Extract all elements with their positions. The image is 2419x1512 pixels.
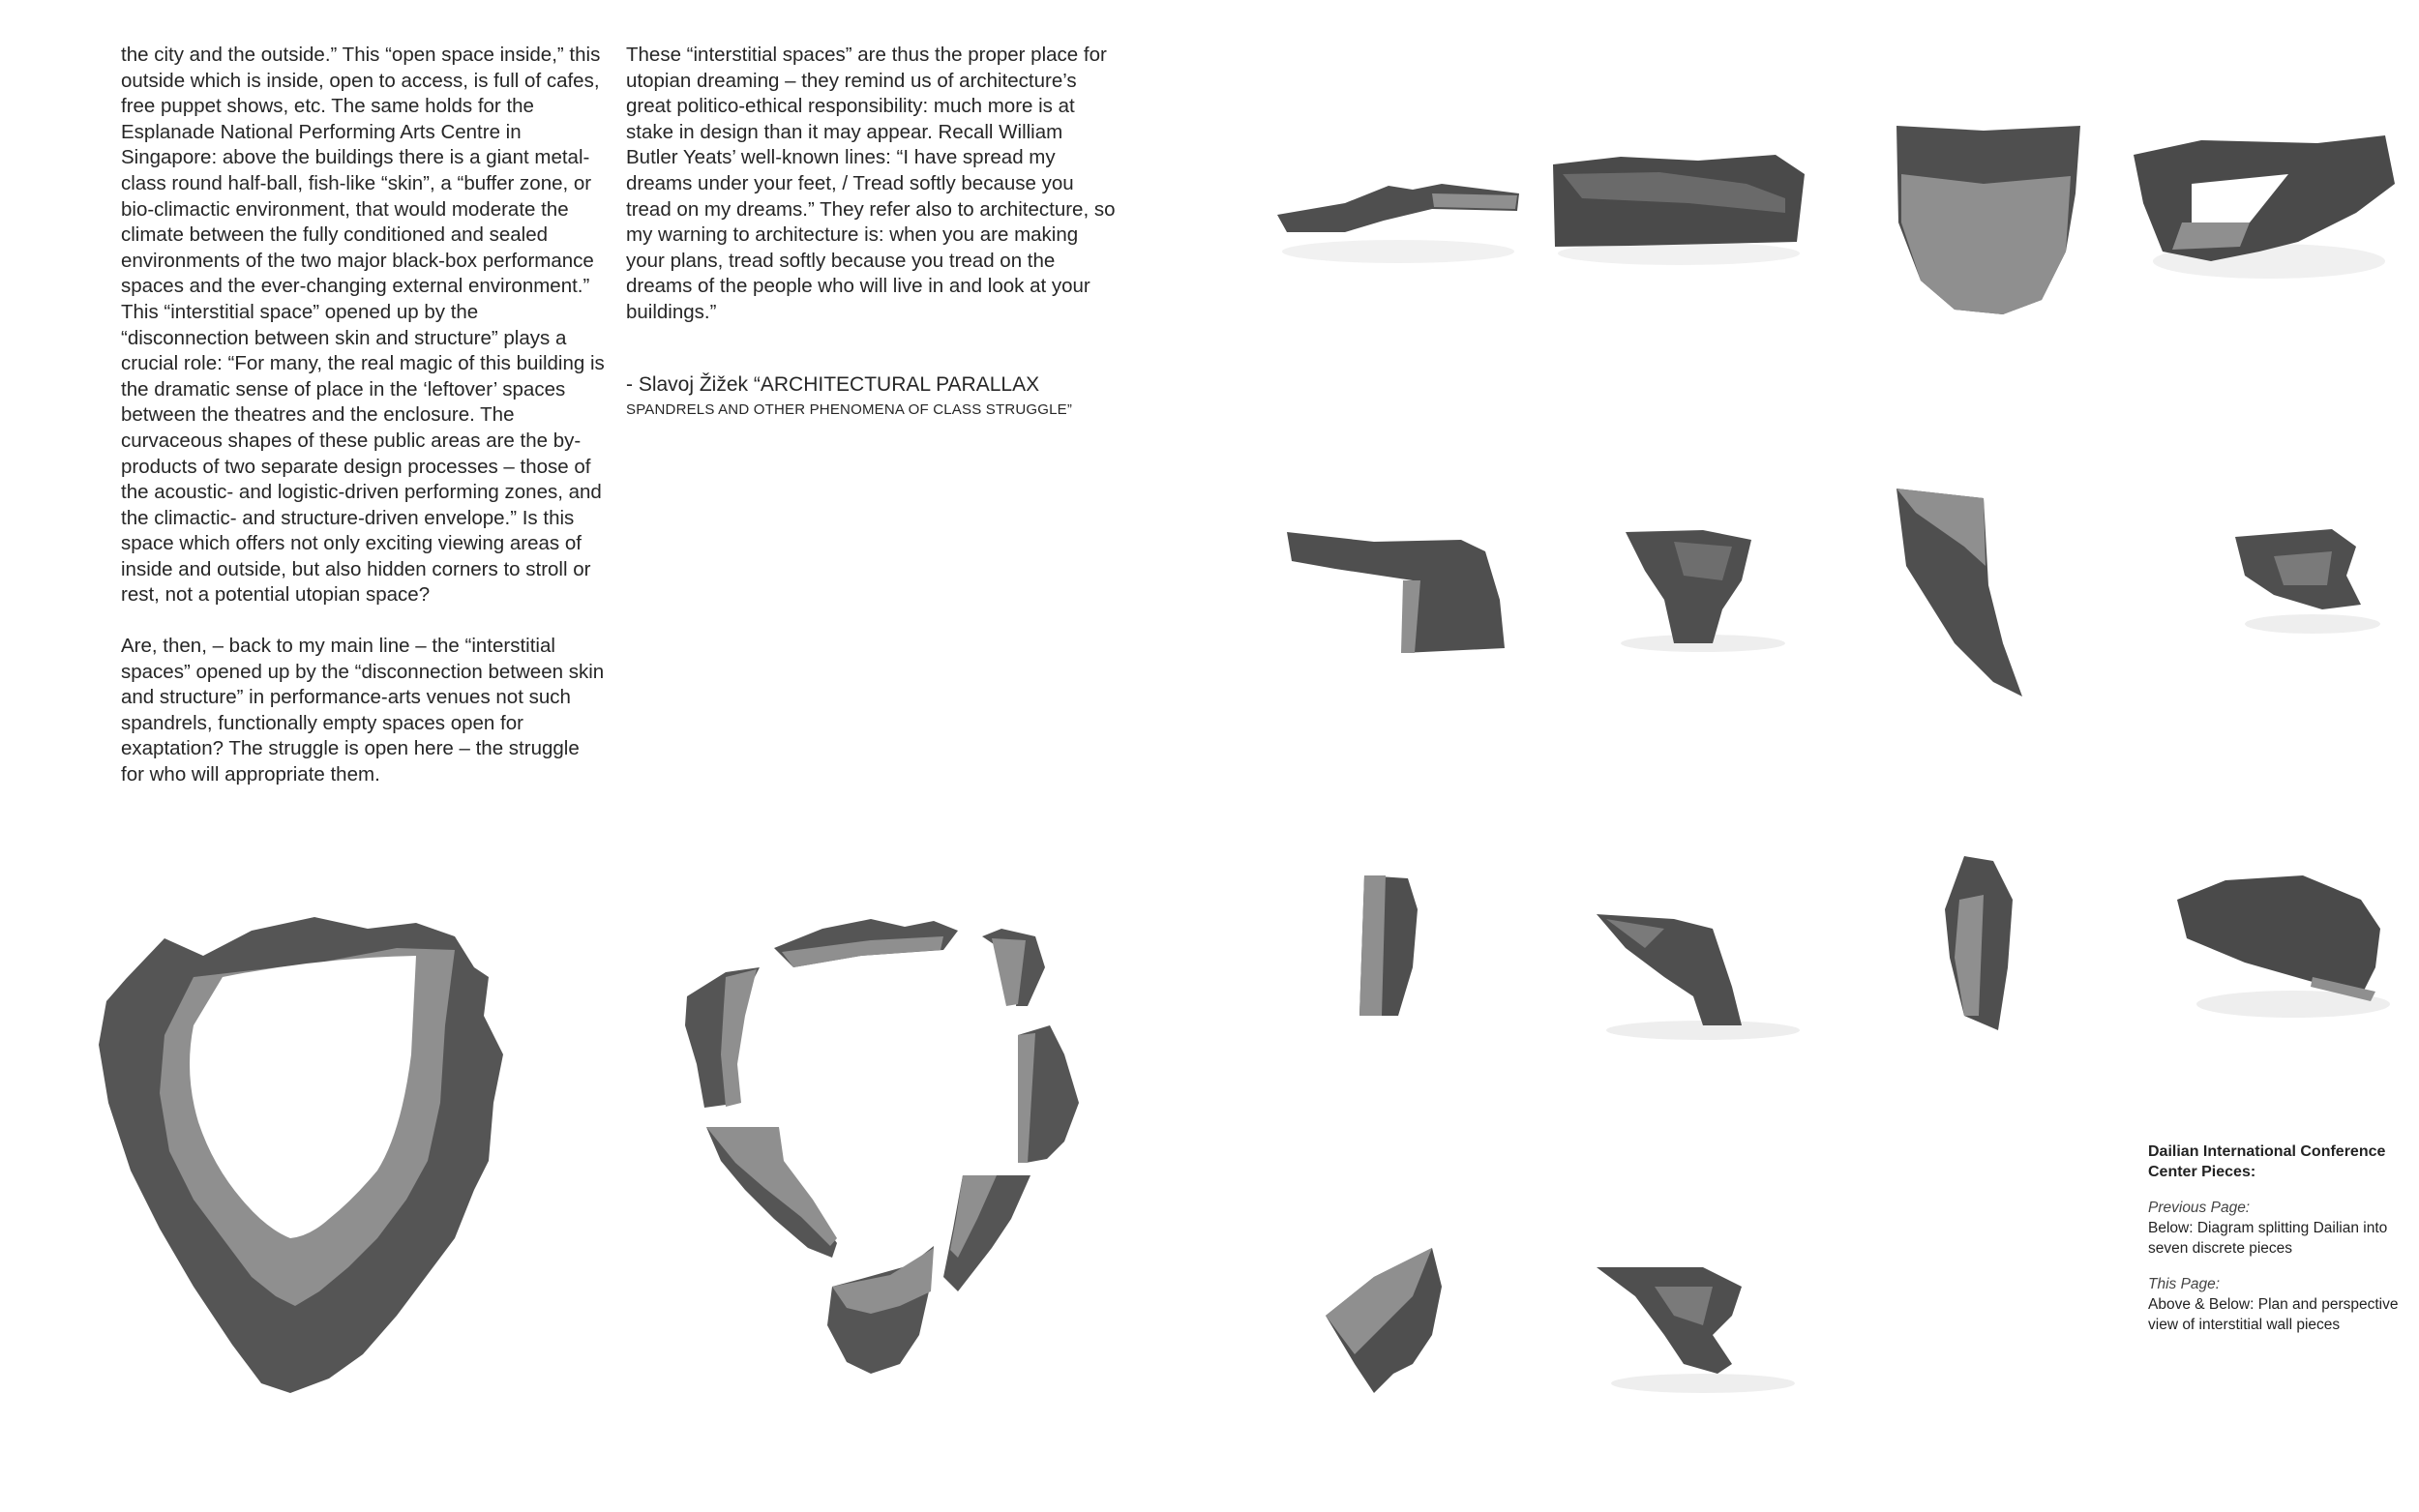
essay-paragraph: These “interstitial spaces” are thus the proper place for utopian dreaming – they remind us of architecture’s great politico-ethical responsibility: much more is at stake in design than it may appear. Recall William Butler Yeats’ well-known lines: “I have spread my dreams under your feet, / Tread softly because you tread on my dreams.” They refer also to architecture, so my warning to architecture is: when you are making your plans, tread softly because you tread on the dreams of the people who will live in and look at your buildings.” (626, 44, 1116, 323)
wall-piece-render (1926, 851, 2032, 1035)
wall-piece-render (1543, 145, 1814, 271)
wall-piece-render (1606, 522, 1800, 658)
wall-piece-render (2167, 861, 2409, 1025)
plan-whole-drawing (87, 909, 590, 1403)
plan-split-drawing (668, 909, 1171, 1403)
wall-piece-render (1345, 871, 1442, 1025)
wall-piece-render (1268, 522, 1519, 667)
wall-piece-render (1587, 1258, 1800, 1403)
attribution (626, 372, 1116, 424)
caption-this-page (2148, 1274, 2409, 1335)
caption-previous-label: Previous Page: (2148, 1200, 2251, 1216)
wall-piece-render (1587, 900, 1819, 1045)
caption-this-text: Above & Below: Plan and perspective view of interstitial wall pieces (2148, 1296, 2399, 1333)
caption-heading: Dailian International Conference Center Pieces: (2148, 1143, 2386, 1180)
wall-piece-render (2216, 518, 2380, 643)
essay-paragraph: Are, then, – back to my main line – the “interstitial spaces” opened up by the “disconnection between skin and structure” in performance-arts venues not such spandrels, functionally empty spaces open for exaptation? The struggle is open here – the struggle for who will appropriate them. (121, 635, 605, 786)
essay-left-column (121, 43, 605, 814)
wall-piece-render (1877, 489, 2051, 701)
attribution-author: - Slavoj Žižek “ARCHITECTURAL PARALLAX (626, 372, 1040, 396)
caption-previous-text: Below: Diagram splitting Dailian into seven discrete pieces (2148, 1220, 2388, 1257)
essay-right-column (626, 43, 1116, 424)
wall-piece-render (1258, 164, 1538, 271)
wall-piece-render (1877, 116, 2100, 329)
wall-piece-render (1316, 1238, 1461, 1403)
figure-caption (2148, 1141, 2409, 1350)
wall-piece-render (2124, 126, 2404, 300)
essay-paragraph: the city and the outside.” This “open space inside,” this outside which is inside, open to access, is full of cafes, free puppet shows, etc. The same holds for the Esplanade National Performing Arts Centre in Singapore: above the buildings there is a giant metal-class round half-ball, fish-like “skin”, a “buffer zone, or bio-climactic environment, that would moderate the climate between the fully conditioned and sealed environments of the two major black-box performance spaces and the ever-changing external environment.” This “interstitial space” opened up by the “disconnection between skin and structure” plays a crucial role: “For many, the real magic of this building is the dramatic sense of place in the ‘leftover’ spaces between the theatres and the enclosure. The curvaceous shapes of these public areas are the by-products of two separate design processes – those of the acoustic- and logistic-driven performing zones, and the climactic- and structure-driven envelope.” Is this space which offers not only exciting viewing areas of inside and outside, but also hidden corners to stroll or rest, not a potential utopian space? (121, 44, 605, 607)
caption-previous-page (2148, 1198, 2409, 1259)
caption-this-label: This Page: (2148, 1276, 2221, 1292)
attribution-subtitle: SPANDRELS AND OTHER PHENOMENA OF CLASS STRUGGLE” (626, 401, 1073, 419)
